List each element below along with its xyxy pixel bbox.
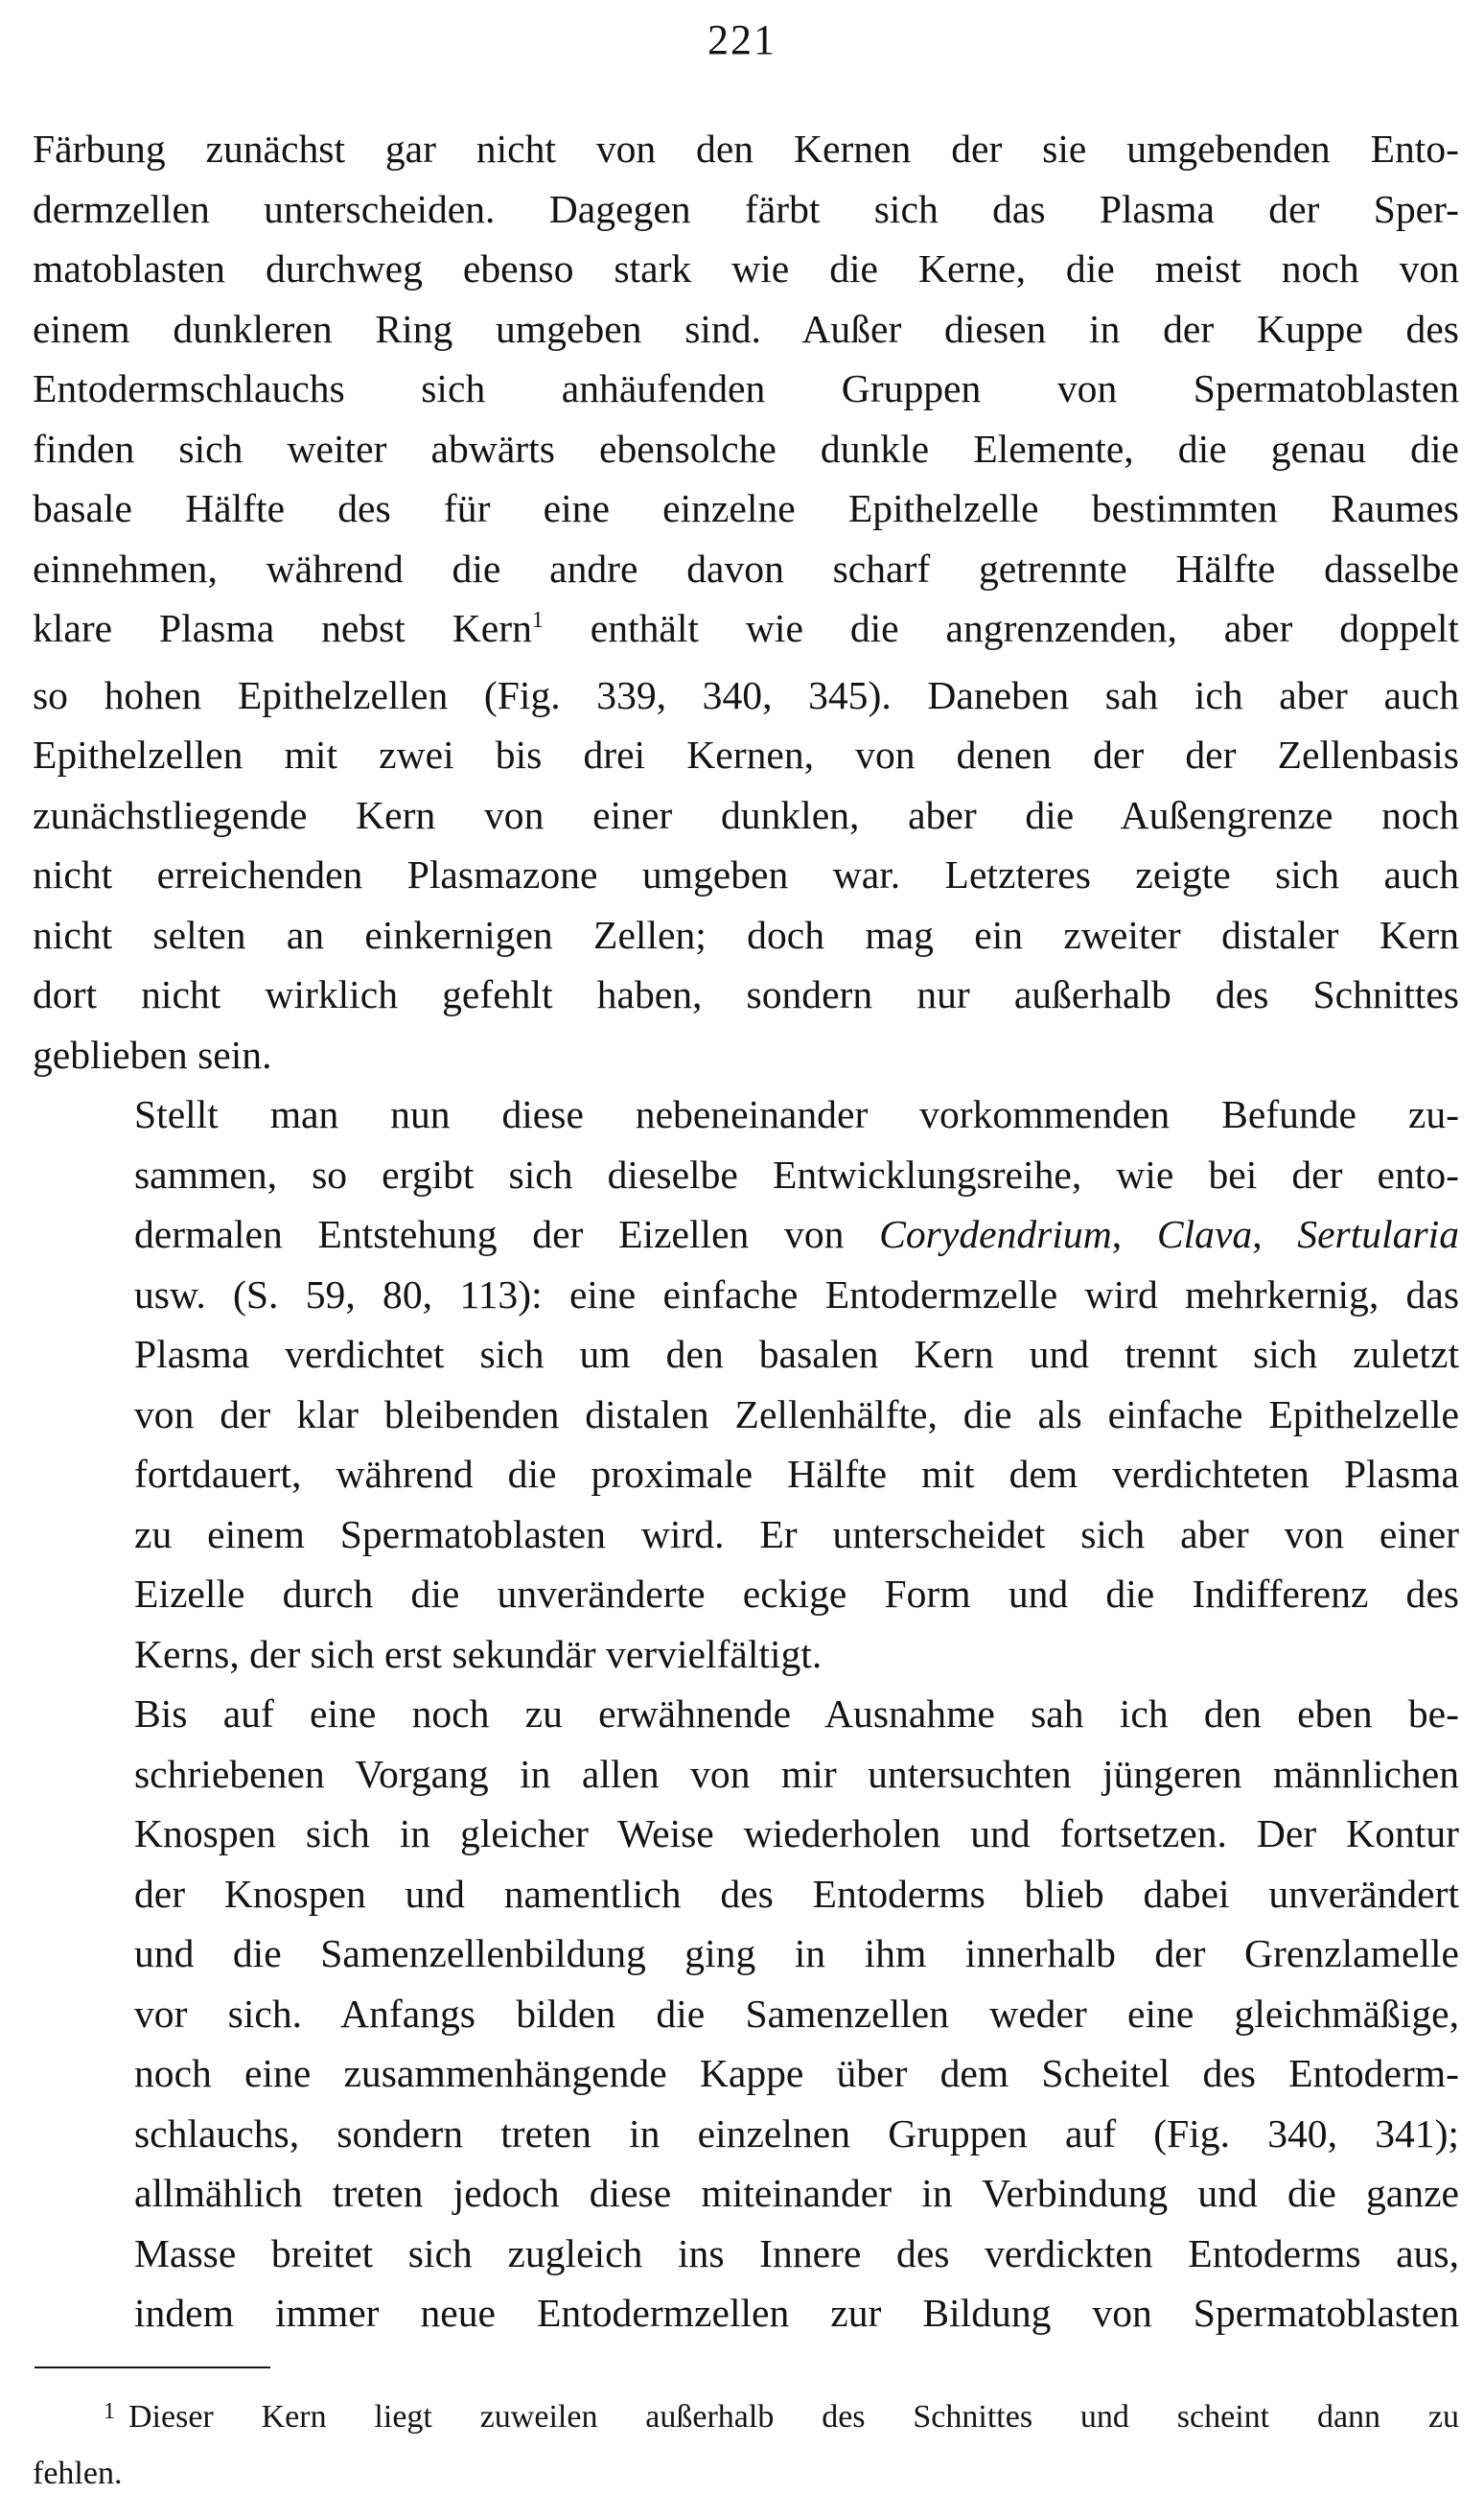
text-line: noch eine zusammenhängende Kappe über dem Scheitel des Entoderm-	[134, 2051, 1459, 2095]
text-line: einem dunkleren Ring umgeben sind. Außer diesen in der Kuppe des	[33, 306, 1459, 351]
text-line: der Knospen und namentlich des Entoderms blieb dabei unverändert	[134, 1871, 1459, 1916]
text-line: nicht erreichenden Plasmazone umgeben war. Letzteres zeigte sich auch	[33, 852, 1459, 897]
text-line: Bis auf eine noch zu erwähnende Ausnahme sah ich den eben be-	[134, 1691, 1459, 1736]
footnote-text: Dieser Kern liegt zuweilen außerhalb des Schnittes und scheint dann zu	[128, 2399, 1459, 2435]
text-line: matoblasten durchweg ebenso stark wie die Kerne, die meist noch von	[33, 246, 1459, 291]
text-segment: klare Plasma nebst Kern	[33, 606, 532, 650]
footnote-reference: 1	[531, 608, 544, 633]
text-segment: enthält wie die angrenzenden, aber doppelt	[543, 606, 1459, 650]
genus-name: Clava	[1156, 1212, 1253, 1256]
text-line: von der klar bleibenden distalen Zellenhälfte, die als einfache Epithelzelle	[134, 1391, 1459, 1436]
text-line: Eizelle durch die unveränderte eckige Form und die Indifferenz des	[134, 1572, 1459, 1616]
text-line: zu einem Spermatoblasten wird. Er unterscheidet sich aber von einer	[134, 1511, 1459, 1556]
text-line: sammen, so ergibt sich dieselbe Entwicklungsreihe, wie bei der ento-	[134, 1152, 1459, 1197]
text-line: Entodermschlauchs sich anhäufenden Gruppen von Spermatoblasten	[33, 366, 1459, 410]
text-line: Kerns, der sich erst sekundär vervielfältigt.	[134, 1631, 823, 1676]
text-line: Knospen sich in gleicher Weise wiederholen und fortsetzen. Der Kontur	[134, 1811, 1459, 1855]
text-line: dermalen Entstehung der Eizellen von Corydendrium, Clava, Sertularia	[134, 1212, 1459, 1256]
footnote-mark: 1	[104, 2399, 115, 2424]
footnote	[33, 2390, 1459, 2501]
text-line: fortdauert, während die proximale Hälfte mit dem verdichteten Plasma	[134, 1452, 1459, 1496]
paragraph-1	[33, 119, 1459, 1084]
text-segment: dermalen Entstehung der Eizellen von	[134, 1212, 880, 1256]
text-line: indem immer neue Entodermzellen zur Bildung von Spermatoblasten	[134, 2291, 1459, 2335]
footnote-divider	[35, 2366, 270, 2368]
text-line: dermzellen unterscheiden. Dagegen färbt sich das Plasma der Sper-	[33, 186, 1459, 231]
text-line: Epithelzellen mit zwei bis drei Kernen, von denen der der Zellenbasis	[33, 733, 1459, 777]
text-line: Masse breitet sich zugleich ins Innere des verdickten Entoderms aus,	[134, 2230, 1459, 2275]
genus-name: Sertularia	[1297, 1212, 1459, 1256]
text-line: schlauchs, sondern treten in einzelnen Gruppen auf (Fig. 340, 341);	[134, 2110, 1459, 2156]
text-line: so hohen Epithelzellen (Fig. 339, 340, 345). Daneben sah ich aber auch	[33, 672, 1459, 717]
paragraph-3	[33, 1684, 1459, 2343]
text-line: schriebenen Vorgang in allen von mir untersuchten jüngeren männlichen	[134, 1751, 1459, 1796]
text-line: Plasma verdichtet sich um den basalen Kern und trennt sich zuletzt	[134, 1332, 1459, 1376]
text-line: allmählich treten jedoch diese miteinander in Verbindung und die ganze	[134, 2171, 1459, 2215]
text-line: Stellt man nun diese nebeneinander vorkommenden Befunde zu-	[134, 1092, 1459, 1136]
text-line: nicht selten an einkernigen Zellen; doch mag ein zweiter distaler Kern	[33, 912, 1459, 957]
text-line: und die Samenzellenbildung ging in ihm innerhalb der Grenzlamelle	[134, 1931, 1459, 1975]
text-line: zunächstliegende Kern von einer dunklen, aber die Außengrenze noch	[33, 792, 1459, 837]
text-line: dort nicht wirklich gefehlt haben, sondern nur außerhalb des Schnittes	[33, 972, 1459, 1016]
text-line: basale Hälfte des für eine einzelne Epithelzelle bestimmten Raumes	[33, 486, 1459, 530]
page-number: 221	[707, 16, 777, 63]
paragraph-2	[33, 1084, 1459, 1684]
text-line: Färbung zunächst gar nicht von den Kernen der sie umgebenden Ento-	[33, 127, 1459, 171]
footnote-line	[33, 2390, 1459, 2447]
footnote-line: fehlen.	[33, 2456, 123, 2491]
text-line: finden sich weiter abwärts ebensolche dunkle Elemente, die genau die	[33, 426, 1459, 471]
genus-name: Corydendrium	[879, 1212, 1112, 1256]
text-line: vor sich. Anfangs bilden die Samenzellen weder eine gleichmäßige,	[134, 1991, 1459, 2036]
text-line: geblieben sein.	[33, 1032, 272, 1077]
text-line: usw. (S. 59, 80, 113): eine einfache Entodermzelle wird mehrkernig, das	[134, 1271, 1459, 1317]
body-text	[33, 119, 1459, 2343]
text-line	[33, 598, 1459, 665]
text-line: einnehmen, während die andre davon scharf getrennte Hälfte dasselbe	[33, 546, 1459, 591]
